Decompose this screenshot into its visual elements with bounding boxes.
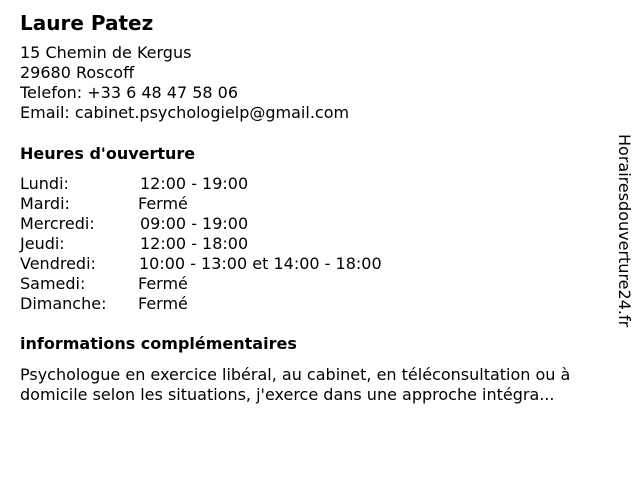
day-label: Samedi: — [20, 274, 86, 293]
description-line: domicile selon les situations, j'exerce dans une approche intégra... — [20, 385, 555, 404]
opening-hours-title: Heures d'ouverture — [20, 144, 196, 163]
phone-number: Telefon: +33 6 48 47 58 06 — [20, 83, 239, 102]
business-name: Laure Patez — [20, 11, 154, 35]
address-block — [20, 43, 349, 123]
street-address: 15 Chemin de Kergus — [20, 43, 192, 62]
time-value: 12:00 - 19:00 — [140, 174, 249, 193]
time-value: Fermé — [138, 194, 188, 213]
time-value: Fermé — [138, 294, 188, 313]
day-label: Vendredi: — [20, 254, 96, 273]
day-label: Mardi: — [20, 194, 70, 213]
additional-info-title: informations complémentaires — [20, 334, 297, 353]
description-line: Psychologue en exercice libéral, au cabinet, en téléconsultation ou à — [20, 365, 571, 384]
time-value: 12:00 - 18:00 — [140, 234, 249, 253]
day-label: Dimanche: — [20, 294, 107, 313]
time-value: 09:00 - 19:00 — [140, 214, 249, 233]
site-watermark: Horairesdouverture24.fr — [615, 134, 634, 328]
day-label: Lundi: — [20, 174, 69, 193]
city-address: 29680 Roscoff — [20, 63, 135, 82]
day-label: Mercredi: — [20, 214, 95, 233]
time-value: Fermé — [138, 274, 188, 293]
time-value: 10:00 - 13:00 et 14:00 - 18:00 — [139, 254, 382, 273]
day-label: Jeudi: — [20, 234, 65, 253]
additional-info-text — [20, 365, 620, 405]
email-address: Email: cabinet.psychologielp@gmail.com — [20, 103, 350, 122]
